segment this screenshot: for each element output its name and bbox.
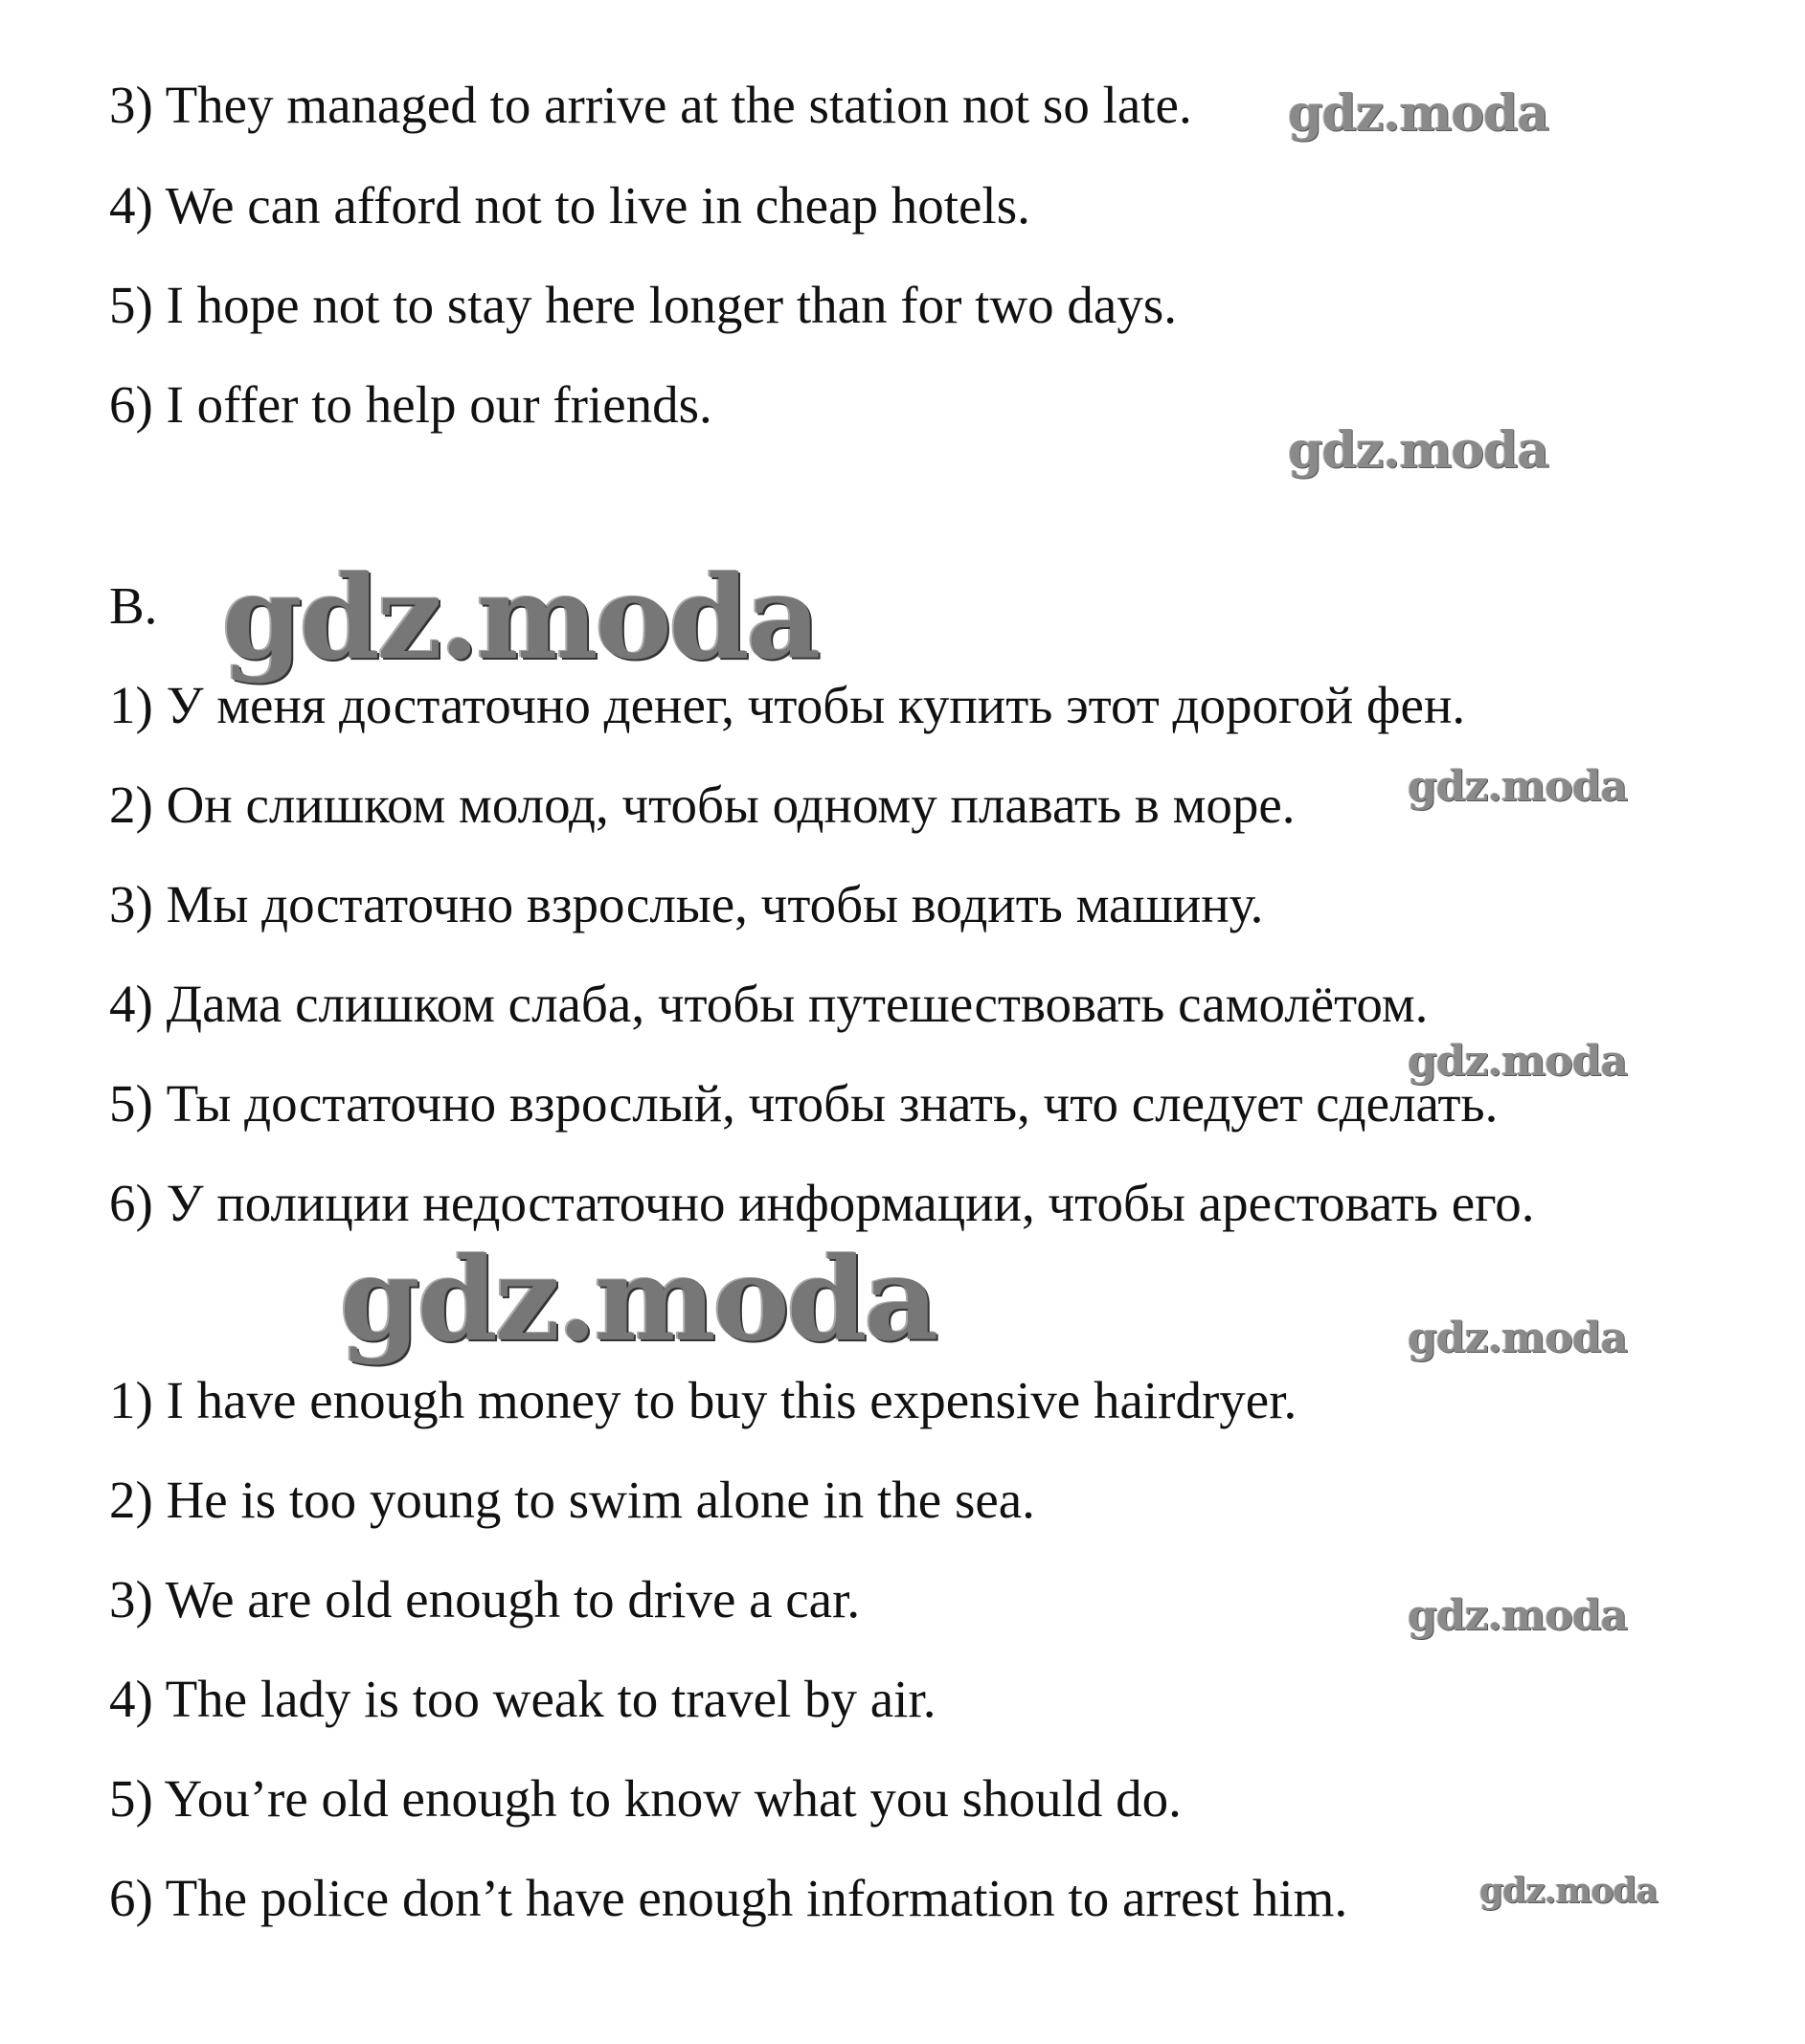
english-translation: 3) We are old enough to drive a car. — [109, 1570, 861, 1628]
section-label: B. — [109, 576, 158, 635]
answer-line: 6) I offer to help our friends. — [109, 375, 712, 434]
answer-line: 4) We can afford not to live in cheap hotels. — [109, 176, 1030, 235]
watermark-logo: gdz.moda — [1288, 421, 1549, 480]
watermark-logo: gdz.moda — [1408, 1591, 1628, 1640]
english-translation: 2) He is too young to swim alone in the sea. — [109, 1471, 1035, 1529]
russian-sentence: 6) У полиции недостаточно информации, чтобы арестовать его. — [109, 1174, 1535, 1232]
russian-sentence: 3) Мы достаточно взрослые, чтобы водить машину. — [109, 875, 1264, 933]
watermark-logo: gdz.moda — [340, 1232, 936, 1367]
answer-line: 3) They managed to arrive at the station not so late. — [109, 76, 1192, 134]
english-translation: 4) The lady is too weak to travel by air. — [109, 1670, 936, 1728]
russian-sentence: 5) Ты достаточно взрослый, чтобы знать, что следует сделать. — [109, 1074, 1499, 1133]
watermark-logo: gdz.moda — [1408, 762, 1628, 811]
watermark-logo: gdz.moda — [1479, 1871, 1658, 1911]
watermark-logo: gdz.moda — [222, 550, 819, 685]
russian-sentence: 1) У меня достаточно денег, чтобы купить этот дорогой фен. — [109, 676, 1466, 734]
watermark-logo: gdz.moda — [1408, 1314, 1628, 1362]
russian-sentence: 2) Он слишком молод, чтобы одному плавать в море. — [109, 775, 1296, 834]
watermark-logo: gdz.moda — [1408, 1037, 1628, 1086]
answer-line: 5) I hope not to stay here longer than for two days. — [109, 276, 1177, 334]
watermark-logo: gdz.moda — [1288, 84, 1549, 143]
russian-sentence: 4) Дама слишком слаба, чтобы путешествовать самолётом. — [109, 975, 1429, 1033]
english-translation: 6) The police don’t have enough information to arrest him. — [109, 1869, 1348, 1927]
english-translation: 5) You’re old enough to know what you should do. — [109, 1769, 1182, 1828]
english-translation: 1) I have enough money to buy this expensive hairdryer. — [109, 1371, 1297, 1429]
